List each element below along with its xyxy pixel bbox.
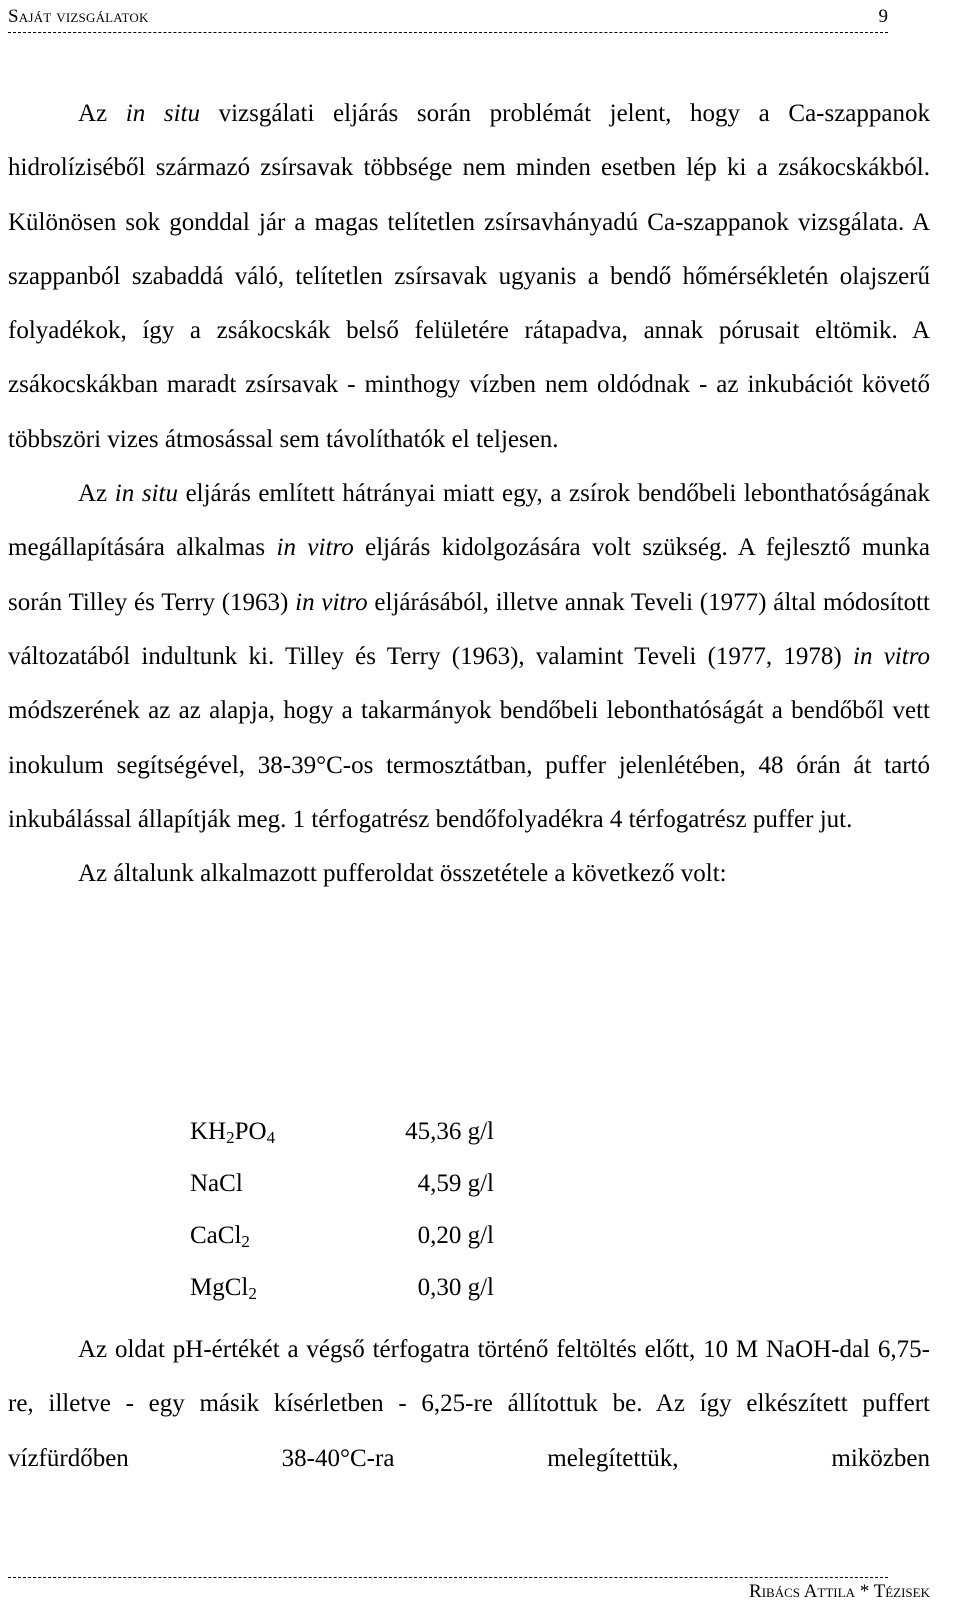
- paragraph-3: Az általunk alkalmazott pufferoldat összetétele a következő volt:: [78, 860, 727, 888]
- table-row: [190, 1106, 494, 1158]
- body-text-continued: [8, 1323, 930, 1486]
- concentration-value: 45,36 g/l: [405, 1118, 494, 1145]
- header-rule: [8, 32, 888, 33]
- paragraph-2: Az in situ eljárás említett hátrányai miatt egy, a zsírok bendőbeli lebonthatóságának megállapítására alkalmas in vitro eljárás kidolgozására volt szükség. A fejlesztő munka során Tilley és Terry (1963) in vitro eljárásából, illetve annak Teveli (1977) által módosított változatából indultunk ki. Tilley és Terry (1963), valamint Teveli (1977, 1978) in vitro módszerének az az alapja, hogy a takarmányok bendőbeli lebonthatóságát a bendőből vett inokulum segítségével, 38-39°C-os termosztátban, puffer jelenlétében, 48 órán át tartó inkubálással állapítják meg. 1 térfogatrész bendőfolyadékra 4 térfogatrész puffer jut.: [8, 480, 930, 833]
- paragraph-4: Az oldat pH-értékét a végső térfogatra történő feltöltés előtt, 10 M NaOH-dal 6,75-re, illetve - egy másik kísérletben - 6,25-re állítottuk be. Az így elkészített puffert vízfürdőben 38-40°C-ra melegítettük, miközben: [8, 1336, 930, 1472]
- compound-name: MgCl$_2$: [190, 1274, 257, 1303]
- running-title: Saját vizsgálatok: [8, 6, 149, 27]
- concentration-value: 0,30 g/l: [417, 1274, 494, 1301]
- compound-name: $KH_2PO_4$: [190, 1118, 276, 1147]
- body-text: [8, 87, 930, 901]
- compound-name: NaCl: [190, 1170, 243, 1197]
- table-row: [190, 1210, 494, 1262]
- page-header: [8, 6, 888, 28]
- buffer-composition-table: [190, 1106, 494, 1314]
- concentration-value: 0,20 g/l: [417, 1222, 494, 1249]
- page-footer: Ribács Attila * Tézisek: [749, 1581, 930, 1602]
- table-row: [190, 1158, 494, 1210]
- compound-name: CaCl$_2$: [190, 1222, 250, 1251]
- table-row: [190, 1262, 494, 1314]
- footer-rule: [8, 1577, 888, 1578]
- paragraph-1: Az in situ vizsgálati eljárás során problémát jelent, hogy a Ca-szappanok hidrolíziséből származó zsírsavak többsége nem minden esetben lép ki a zsákocskákból. Különösen sok gonddal jár a magas telítetlen zsírsavhányadú Ca-szappanok vizsgálata. A szappanból szabaddá váló, telítetlen zsírsavak ugyanis a bendő hőmérsékletén olajszerű folyadékok, így a zsákocskák belső felületére rátapadva, annak pórusait eltömik. A zsákocskákban maradt zsírsavak - minthogy vízben nem oldódnak - az inkubációt követő többszöri vizes átmosással sem távolíthatók el teljesen.: [8, 100, 931, 453]
- concentration-value: 4,59 g/l: [417, 1170, 494, 1197]
- page-number: 9: [878, 6, 888, 27]
